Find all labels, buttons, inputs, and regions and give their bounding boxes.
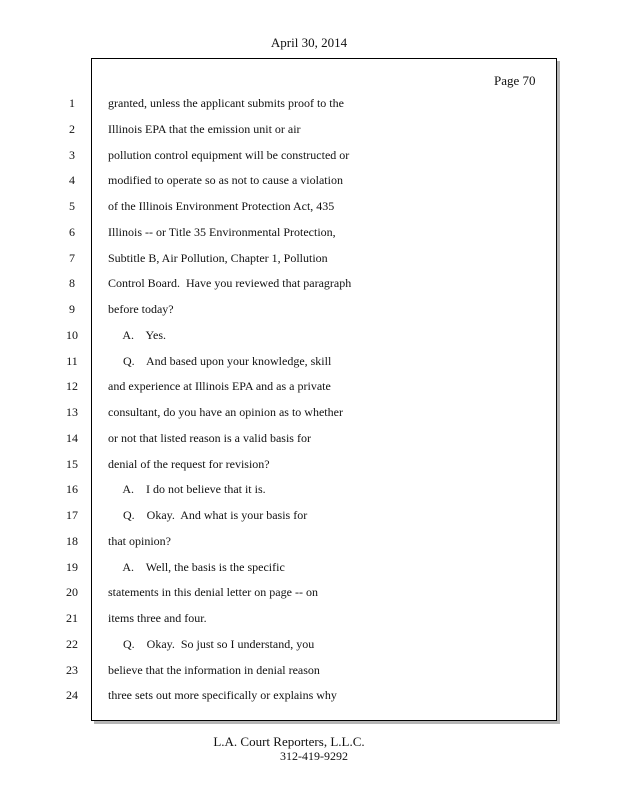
header-date: April 30, 2014 (270, 35, 348, 50)
line-text: believe that the information in denial reason (108, 663, 320, 677)
line-number: 15 (66, 457, 78, 471)
line-number: 18 (66, 534, 78, 548)
line-text: of the Illinois Environment Protection Act, 435 (108, 199, 335, 213)
line-text: consultant, do you have an opinion as to whether (108, 405, 343, 419)
line-text: Q. Okay. And what is your basis for (108, 508, 308, 522)
footer-company: L.A. Court Reporters, L.L.C. (213, 734, 365, 749)
line-text: modified to operate so as not to cause a violation (108, 173, 343, 187)
line-text: and experience at Illinois EPA and as a private (108, 379, 331, 393)
line-number: 12 (66, 379, 78, 393)
line-text: three sets out more specifically or explains why (108, 688, 337, 702)
line-number: 2 (69, 122, 75, 136)
line-text: items three and four. (108, 611, 207, 625)
line-text: Illinois -- or Title 35 Environmental Protection, (108, 225, 336, 239)
line-number: 11 (66, 354, 78, 368)
line-text: pollution control equipment will be constructed or (108, 148, 350, 162)
line-text: Control Board. Have you reviewed that paragraph (108, 276, 352, 290)
line-text: A. I do not believe that it is. (108, 482, 266, 496)
line-number: 24 (66, 688, 78, 702)
line-text: or not that listed reason is a valid basis for (108, 431, 311, 445)
line-number: 20 (66, 585, 78, 599)
line-number: 10 (66, 328, 78, 342)
line-text: statements in this denial letter on page -- on (108, 585, 318, 599)
line-number: 14 (66, 431, 78, 445)
line-text: Q. And based upon your knowledge, skill (108, 354, 332, 368)
line-number: 7 (69, 251, 75, 265)
line-number: 1 (69, 96, 75, 110)
line-number: 5 (69, 199, 75, 213)
line-number: 13 (66, 405, 78, 419)
line-text: Illinois EPA that the emission unit or air (108, 122, 301, 136)
line-text: that opinion? (108, 534, 171, 548)
page-number: Page 70 (494, 73, 536, 88)
line-text: Q. Okay. So just so I understand, you (108, 637, 315, 651)
line-number: 17 (66, 508, 78, 522)
line-number: 19 (66, 560, 78, 574)
line-text: before today? (108, 302, 174, 316)
line-number: 22 (66, 637, 78, 651)
line-number: 4 (69, 173, 75, 187)
line-text: granted, unless the applicant submits proof to the (108, 96, 344, 110)
line-number: 21 (66, 611, 78, 625)
line-text: A. Well, the basis is the specific (108, 560, 285, 574)
line-number: 6 (69, 225, 75, 239)
line-number: 16 (66, 482, 78, 496)
line-number: 23 (66, 663, 78, 677)
line-text: Subtitle B, Air Pollution, Chapter 1, Pollution (108, 251, 328, 265)
line-number: 3 (69, 148, 75, 162)
line-number: 8 (69, 276, 75, 290)
footer-phone: 312-419-9292 (280, 749, 348, 763)
line-text: denial of the request for revision? (108, 457, 270, 471)
line-text: A. Yes. (108, 328, 167, 342)
line-number: 9 (69, 302, 75, 316)
